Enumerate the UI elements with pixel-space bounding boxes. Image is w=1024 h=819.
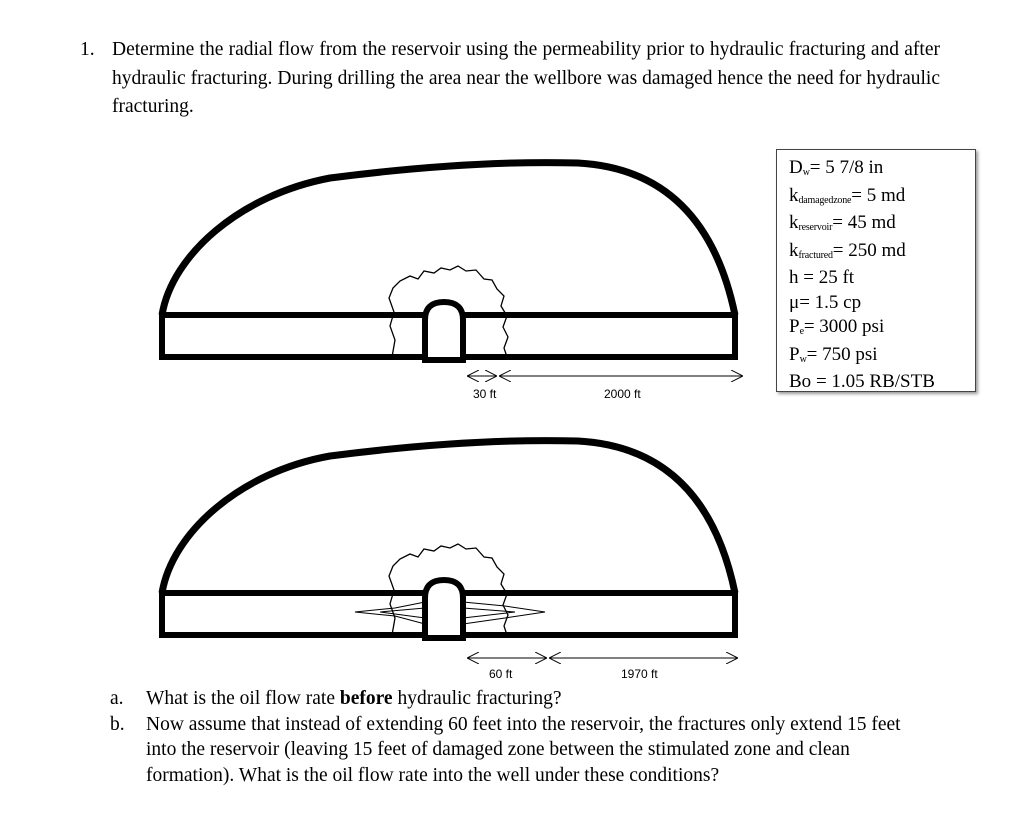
part-a: a. What is the oil flow rate before hydraulic fracturing?	[110, 686, 930, 712]
param-k-fractured: kfractured= 250 md	[789, 239, 906, 261]
param-formation-volume-factor: Bo = 1.05 RB/STB	[789, 371, 935, 392]
param-well-pressure: Pw= 750 psi	[789, 343, 878, 365]
question-text: Determine the radial flow from the reservoir using the permeability prior to hydraulic fracturing and after hydraulic fracturing. During drilling the area near the wellbore was damaged hence the need for hydraulic fracturing.	[112, 39, 940, 117]
question-number: 1.	[80, 39, 95, 60]
part-b: b. Now assume that instead of extending 60 feet into the reservoir, the fractures only extend 15 feet into the reservoir (leaving 15 feet of damaged zone between the stimulated zone and clean formation). What is the oil flow rate into the well under these conditions?	[110, 713, 901, 786]
part-label: b.	[110, 713, 125, 735]
label-30ft: 30 ft	[473, 387, 497, 401]
param-k-damaged-zone: kdamagedzone= 5 md	[789, 184, 906, 206]
label-1970ft: 1970 ft	[621, 667, 658, 681]
wellbore	[425, 302, 463, 360]
parameters-box	[776, 149, 976, 392]
reservoir-boundary	[162, 441, 735, 593]
param-k-reservoir: kreservoir= 45 md	[789, 212, 896, 233]
param-thickness: h = 25 ft	[789, 267, 855, 288]
wellbore	[425, 580, 463, 638]
label-2000ft: 2000 ft	[604, 387, 641, 401]
label-60ft: 60 ft	[489, 667, 513, 681]
param-viscosity: μ= 1.5 cp	[789, 291, 862, 313]
param-wellbore-diameter: Dw= 5 7/8 in	[789, 157, 884, 178]
param-external-pressure: Pe= 3000 psi	[789, 316, 885, 337]
diagram-before-fracturing	[162, 163, 742, 376]
reservoir-boundary	[162, 163, 735, 315]
question-parts	[110, 686, 930, 788]
part-label: a.	[110, 688, 124, 709]
diagram-after-fracturing	[162, 441, 737, 658]
